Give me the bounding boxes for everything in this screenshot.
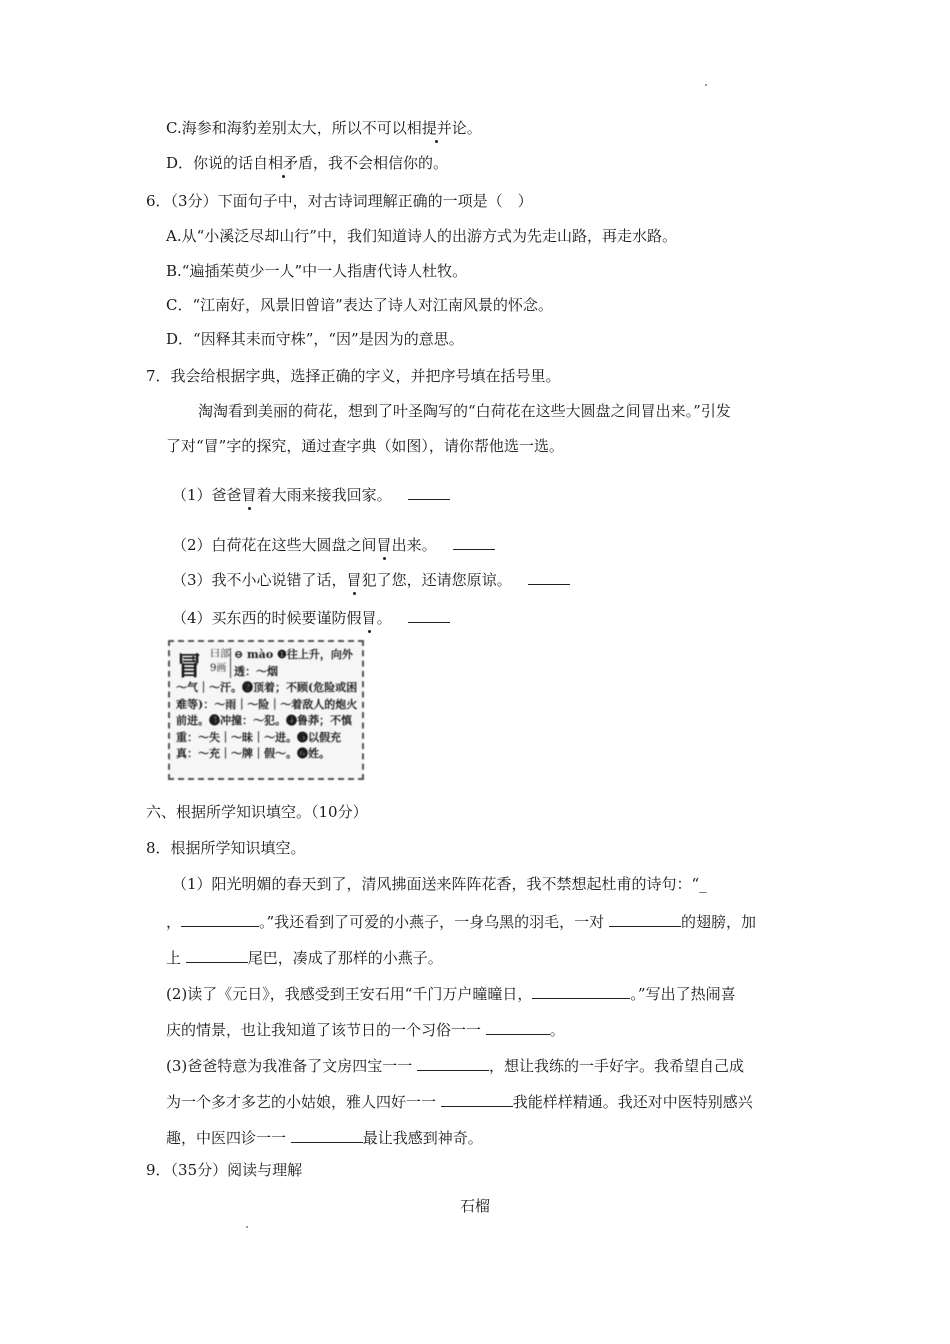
- q6-option-b: B.“遍插茱萸少一人”中一人指唐代诗人杜牧。: [166, 262, 468, 280]
- q8-p1-line3: 上 尾巴，凑成了那样的小燕子。: [166, 946, 443, 968]
- dictionary-entry-body: ～气｜～汗。❷顶着；不顾(危险或困难等)：～雨｜～险｜～着敌人的炮火前进。❸冲撞：～犯。❹鲁莽；不慎重：～失｜～昧｜～进。❺以假充真：～充｜～牌｜假～。❻姓。: [176, 681, 358, 760]
- fill-blank[interactable]: [417, 1054, 489, 1071]
- q8-p3-line1: (3)爸爸特意为我准备了文房四宝一一 ，想让我练的一手好字。我希望自己成: [166, 1054, 744, 1076]
- q8-stem: 8．根据所学知识填空。: [146, 839, 306, 857]
- answer-blank[interactable]: [453, 533, 495, 550]
- dictionary-entry-image: [168, 640, 364, 780]
- q7-item-2: （2）白荷花在这些大圆盘之间冒出来。: [172, 533, 495, 555]
- dictionary-entry-top: ⊖ mào ❶往上升，向外透：～烟: [234, 648, 353, 678]
- q7-item-1: （1）爸爸冒着大雨来接我回家。: [172, 483, 450, 505]
- dictionary-headword: 冒: [176, 652, 203, 682]
- fill-blank[interactable]: [181, 910, 259, 927]
- fill-blank[interactable]: [186, 946, 248, 963]
- option-d-prev: D．你说的话自相矛盾，我不会相信你的。: [166, 154, 449, 172]
- fill-blank[interactable]: [486, 1018, 550, 1035]
- dictionary-divider: [230, 648, 231, 678]
- q8-p2-line1: (2)读了《元日》，我感受到王安石用“千门万户曈曈日， 。”写出了热闹喜: [166, 982, 736, 1004]
- dotted-idiom-c: 相提并论: [406, 119, 467, 137]
- option-c-prev: C.海参和海豹差别太大，所以不可以相提并论。: [166, 119, 482, 137]
- scan-mark: [705, 84, 707, 86]
- q8-p2-line2: 庆的情景，也让我知道了该节日的一个习俗一一 。: [166, 1018, 565, 1040]
- answer-blank[interactable]: [528, 568, 570, 585]
- q7-intro-line1: 淘淘看到美丽的荷花，想到了叶圣陶写的“白荷花在这些大圆盘之间冒出来。”引发: [198, 402, 731, 420]
- fill-blank[interactable]: [441, 1090, 513, 1107]
- dictionary-radical-strokes: 曰部 9画: [210, 649, 230, 674]
- q6-stem: 6．（3分）下面句子中，对古诗词理解正确的一项是（ ）: [146, 192, 533, 210]
- q7-item-4: （4）买东西的时候要谨防假冒。: [172, 606, 450, 628]
- dotted-char: 冒: [346, 571, 362, 589]
- fill-blank[interactable]: [609, 910, 681, 927]
- dotted-char: 冒: [241, 486, 257, 504]
- q8-p1-line1: （1）阳光明媚的春天到了，清风拂面送来阵阵花香，我不禁想起杜甫的诗句：“_: [172, 875, 707, 893]
- scan-mark: [246, 1226, 248, 1228]
- q6-option-a: A.从“小溪泛尽却山行”中，我们知道诗人的出游方式为先走山路，再走水路。: [166, 227, 677, 245]
- q6-option-d: D．“因释其耒而守株”，“因”是因为的意思。: [166, 330, 464, 348]
- q7-item-3: （3）我不小心说错了话，冒犯了您，还请您原谅。: [172, 568, 570, 590]
- answer-blank[interactable]: [408, 483, 450, 500]
- q8-p3-line3: 趣，中医四诊一一 最让我感到神奇。: [166, 1126, 483, 1148]
- dotted-char: 冒: [361, 609, 377, 627]
- dotted-char: 冒: [376, 536, 392, 554]
- q6-option-c: C．“江南好，风景旧曾谙”表达了诗人对江南风景的怀念。: [166, 296, 553, 314]
- section6-title: 六、根据所学知识填空。（10分）: [146, 803, 368, 821]
- passage-title: 石榴: [459, 1197, 490, 1215]
- answer-blank[interactable]: [408, 606, 450, 623]
- dotted-idiom-d: 自相矛盾: [253, 154, 314, 172]
- q7-intro-line2: 了对“冒”字的探究，通过查字典（如图），请你帮他选一选。: [166, 437, 564, 455]
- fill-blank[interactable]: [532, 982, 630, 999]
- q8-p1-line2: ， 。”我还看到了可爱的小燕子，一身乌黑的羽毛，一对 的翅膀，加: [166, 910, 756, 932]
- q9-stem: 9．（35分）阅读与理解: [146, 1161, 303, 1179]
- q7-stem: 7．我会给根据字典，选择正确的字义，并把序号填在括号里。: [146, 367, 561, 385]
- fill-blank[interactable]: [291, 1126, 363, 1143]
- q8-p3-line2: 为一个多才多艺的小姑娘，雅人四好一一 我能样样精通。我还对中医特别感兴: [166, 1090, 753, 1112]
